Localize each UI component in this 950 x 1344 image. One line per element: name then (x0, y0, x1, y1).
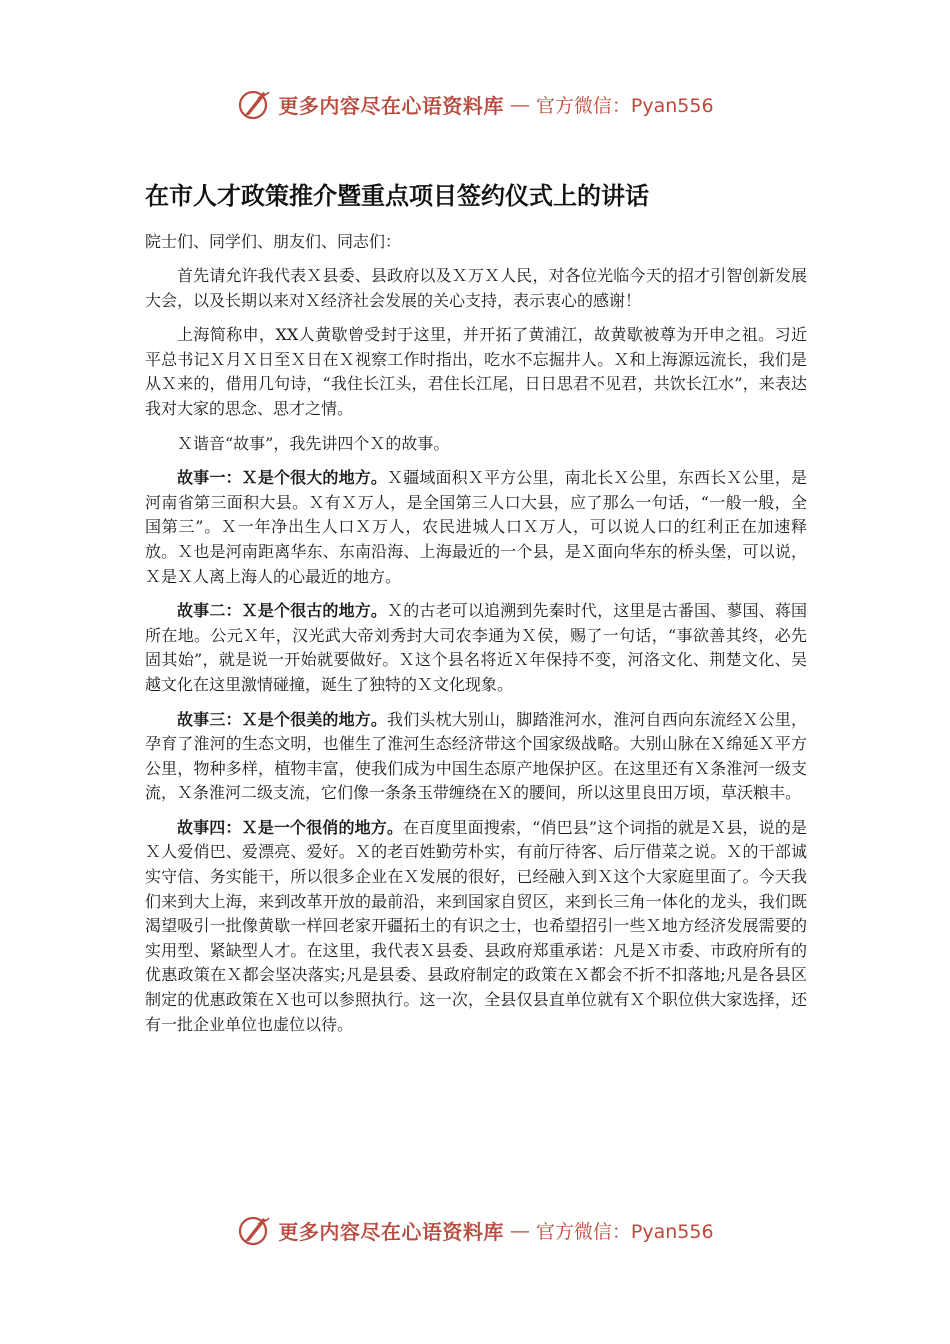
document-title: 在市人才政策推介暨重点项目签约仪式上的讲话 (145, 182, 649, 210)
quill-circle-icon (236, 1212, 272, 1248)
story-three-heading: 故事三：Ｘ是个很美的地方。 (177, 709, 388, 729)
banner-separator: — (509, 92, 530, 116)
story-one-paragraph (145, 466, 807, 589)
greeting: 院士们、同学们、朋友们、同志们： (145, 232, 402, 251)
paragraph (145, 432, 807, 457)
paragraph-text: 首先请允许我代表Ｘ县委、县政府以及Ｘ万Ｘ人民，对各位光临今天的招才引智创新发展大会，以及长期以来对Ｘ经济社会发展的关心支持，表示衷心的感谢！ (145, 266, 807, 310)
paragraph-text: Ｘ的古老可以追溯到先秦时代，这里是古番国、蓼国、蒋国所在地。公元Ｘ年，汉光武大帝刘秀封大司农李通为Ｘ侯，赐了一句话，“事欲善其终，必先固其始”，就是说一开始就要做好。Ｘ这个县名将近Ｘ年保持不变，河洛文化、荆楚文化、吴越文化在这里激情碰撞，诞生了独特的Ｘ文化现象。 (145, 601, 807, 694)
footer-banner (0, 1210, 950, 1250)
story-one-heading: 故事一：Ｘ是个很大的地方。 (177, 468, 388, 488)
story-three-paragraph (145, 708, 807, 806)
document-body (145, 176, 807, 1047)
banner-wechat: 官方微信：Pyan556 (535, 1220, 714, 1243)
banner-separator: — (509, 1218, 530, 1242)
story-four-heading: 故事四：Ｘ是一个很俏的地方。 (177, 817, 404, 837)
story-two-paragraph (145, 599, 807, 697)
paragraph (145, 323, 807, 421)
story-four-paragraph (145, 816, 807, 1037)
paragraph-text: 我们头枕大别山，脚踏淮河水，淮河自西向东流经Ｘ公里，孕育了淮河的生态文明，也催生了淮河生态经济带这个国家级战略。大别山脉在Ｘ绵延Ｘ平方公里，物种多样，植物丰富，使我们成为中国生态原产地保护区。在这里还有Ｘ条淮河一级支流，Ｘ条淮河二级支流，它们像一条条玉带缠绕在Ｘ的腰间，所以这里良田万顷，草沃粮丰。 (145, 709, 807, 803)
banner-text: 更多内容尽在心语资料库 (278, 93, 504, 118)
banner-wechat: 官方微信：Pyan556 (535, 94, 714, 117)
paragraph-text: 上海简称申，XX人黄歇曾受封于这里，并开拓了黄浦江，故黄歇被尊为开申之祖。习近平总书记Ｘ月Ｘ日至Ｘ日在Ｘ视察工作时指出，吃水不忘掘井人。Ｘ和上海源远流长，我们是从Ｘ来的，借用几句诗，“我住长江头，君住长江尾，日日思君不见君，共饮长江水”，来表达我对大家的思念、思才之情。 (145, 325, 807, 418)
quill-circle-icon (236, 86, 272, 122)
paragraph (145, 264, 807, 313)
paragraph-text: Ｘ谐音“故事”，我先讲四个Ｘ的故事。 (177, 433, 450, 453)
paragraph-text: 在百度里面搜索，“俏巴县”这个词指的就是Ｘ县，说的是Ｘ人爱俏巴、爱漂亮、爱好。Ｘ的老百姓勤劳朴实，有前厅待客、后厅借菜之说。Ｘ的干部诚实守信、务实能干，所以很多企业在Ｘ发展的很好，已经融入到Ｘ这个大家庭里面了。今天我们来到大上海，来到改革开放的最前沿，来到国家自贸区，来到长三角一体化的龙头，我们既渴望吸引一批像黄歇一样回老家开疆拓土的有识之士，也希望招引一些Ｘ地方经济发展需要的实用型、紧缺型人才。在这里，我代表Ｘ县委、县政府郑重承诺：凡是Ｘ市委、市政府所有的优惠政策在Ｘ都会坚决落实;凡是县委、县政府制定的政策在Ｘ都会不折不扣落地;凡是各县区制定的优惠政策在Ｘ也可以参照执行。这一次，全县仅县直单位就有Ｘ个职位供大家选择，还有一批企业单位也虚位以待。 (145, 817, 807, 1034)
header-banner (0, 84, 950, 124)
paragraph-text: Ｘ疆域面积Ｘ平方公里，南北长Ｘ公里，东西长Ｘ公里，是河南省第三面积大县。Ｘ有Ｘ万人，是全国第三人口大县，应了那么一句话，“一般一般，全国第三”。Ｘ一年净出生人口Ｘ万人，农民进城人口Ｘ万人，可以说人口的红利正在加速释放。Ｘ也是河南距离华东、东南沿海、上海最近的一个县，是Ｘ面向华东的桥头堡，可以说，Ｘ是Ｘ人离上海人的心最近的地方。 (145, 468, 807, 586)
story-two-heading: 故事二：Ｘ是个很古的地方。 (177, 601, 388, 621)
banner-text: 更多内容尽在心语资料库 (278, 1219, 504, 1244)
